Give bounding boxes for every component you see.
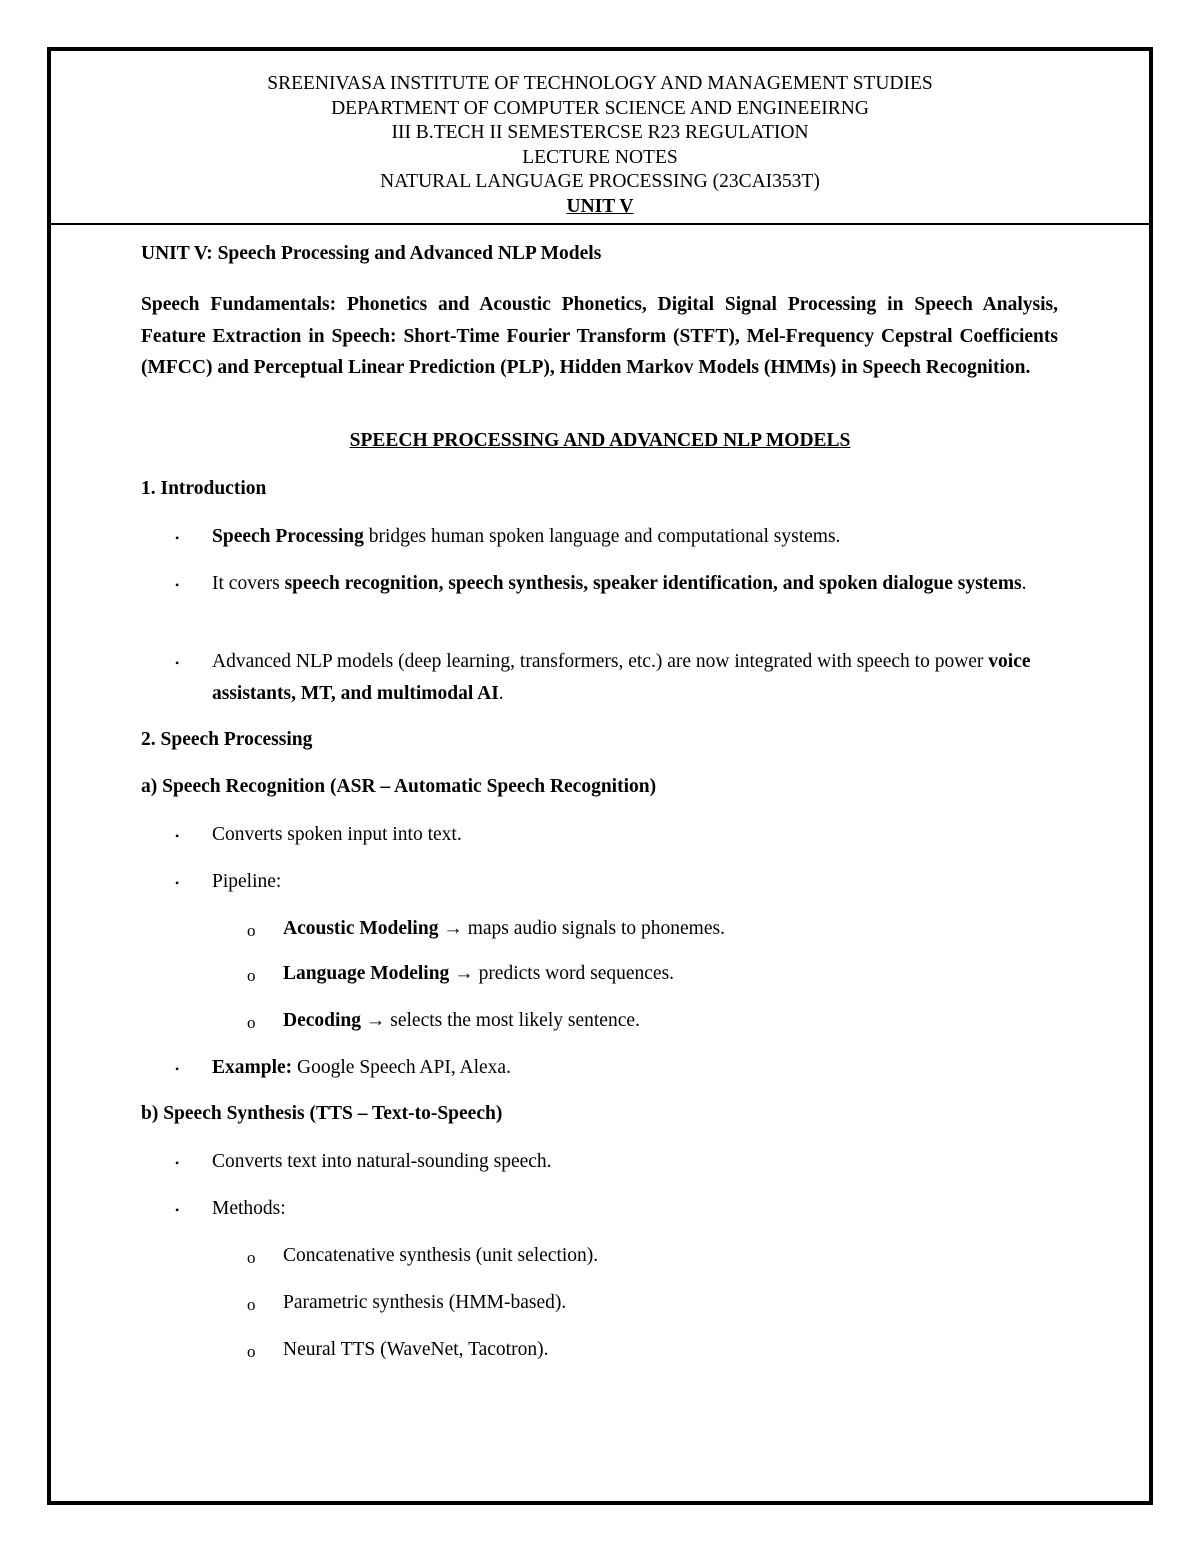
tts-sub-bullet-2: Parametric synthesis (HMM-based). (283, 1292, 567, 1313)
syllabus-paragraph: Speech Fundamentals: Phonetics and Acoustic Phonetics, Digital Signal Processing in Speech Analysis, Feature Extraction in Speech: Short-Time Fourier Transform (STFT), Mel-Frequency Cepstral Coefficients (MFCC) and Perceptual Linear Prediction (PLP), Hidden Markov Models (HMMs) in Speech Recognition. (141, 294, 1058, 378)
section-heading: SPEECH PROCESSING AND ADVANCED NLP MODELS (349, 430, 851, 451)
asr-sub-bullet-2: Language Modeling → predicts word sequences. (283, 963, 675, 984)
asr-sub-bullet-1: Acoustic Modeling → maps audio signals to phonemes. (283, 918, 725, 939)
bullet-icon: • (175, 1203, 180, 1217)
asr-heading: a) Speech Recognition (ASR – Automatic Speech Recognition) (141, 776, 657, 797)
bullet-icon: • (175, 656, 180, 670)
tts-sub-bullet-3: Neural TTS (WaveNet, Tacotron). (283, 1339, 549, 1360)
bullet-icon: • (175, 531, 180, 545)
intro-bullet-3: Advanced NLP models (deep learning, transformers, etc.) are now integrated with speech to power voice assistants, MT, and multimodal AI. (212, 651, 1031, 704)
bullet-icon: • (175, 1062, 180, 1076)
department-name: DEPARTMENT OF COMPUTER SCIENCE AND ENGINEEIRNG (331, 97, 869, 119)
sub-bullet-icon: o (247, 921, 256, 940)
speech-processing-heading: 2. Speech Processing (141, 729, 313, 750)
unit-title: UNIT V: Speech Processing and Advanced NLP Models (141, 243, 602, 264)
asr-bullet-1: Converts spoken input into text. (212, 824, 462, 845)
document-header (51, 51, 1149, 225)
intro-heading: 1. Introduction (141, 478, 267, 499)
document-type: LECTURE NOTES (522, 146, 678, 168)
asr-sub-bullet-3: Decoding → selects the most likely sentence. (283, 1010, 640, 1031)
institute-name: SREENIVASA INSTITUTE OF TECHNOLOGY AND MANAGEMENT STUDIES (267, 73, 933, 94)
tts-bullet-2: Methods: (212, 1198, 286, 1219)
asr-bullet-2: Pipeline: (212, 871, 282, 892)
sub-bullet-icon: o (247, 1248, 256, 1267)
sub-bullet-icon: o (247, 1342, 256, 1361)
intro-bullet-2: It covers speech recognition, speech synthesis, speaker identification, and spoken dialogue systems. (212, 573, 1027, 594)
semester-info: III B.TECH II SEMESTERCSE R23 REGULATION (391, 122, 809, 144)
sub-bullet-icon: o (247, 1295, 256, 1314)
course-title: NATURAL LANGUAGE PROCESSING (23CAI353T) (380, 171, 820, 193)
tts-heading: b) Speech Synthesis (TTS – Text-to-Speech) (141, 1103, 503, 1124)
bullet-icon: • (175, 1156, 180, 1170)
sub-bullet-icon: o (247, 966, 256, 985)
bullet-icon: • (175, 578, 180, 592)
asr-bullet-3: Example: Google Speech API, Alexa. (212, 1057, 511, 1078)
intro-bullet-1: Speech Processing bridges human spoken language and computational systems. (212, 526, 841, 547)
bullet-icon: • (175, 876, 180, 890)
tts-sub-bullet-1: Concatenative synthesis (unit selection). (283, 1245, 599, 1266)
bullet-icon: • (175, 829, 180, 843)
unit-label: UNIT V (566, 195, 634, 217)
tts-bullet-1: Converts text into natural-sounding speech. (212, 1151, 552, 1172)
sub-bullet-icon: o (247, 1013, 256, 1032)
